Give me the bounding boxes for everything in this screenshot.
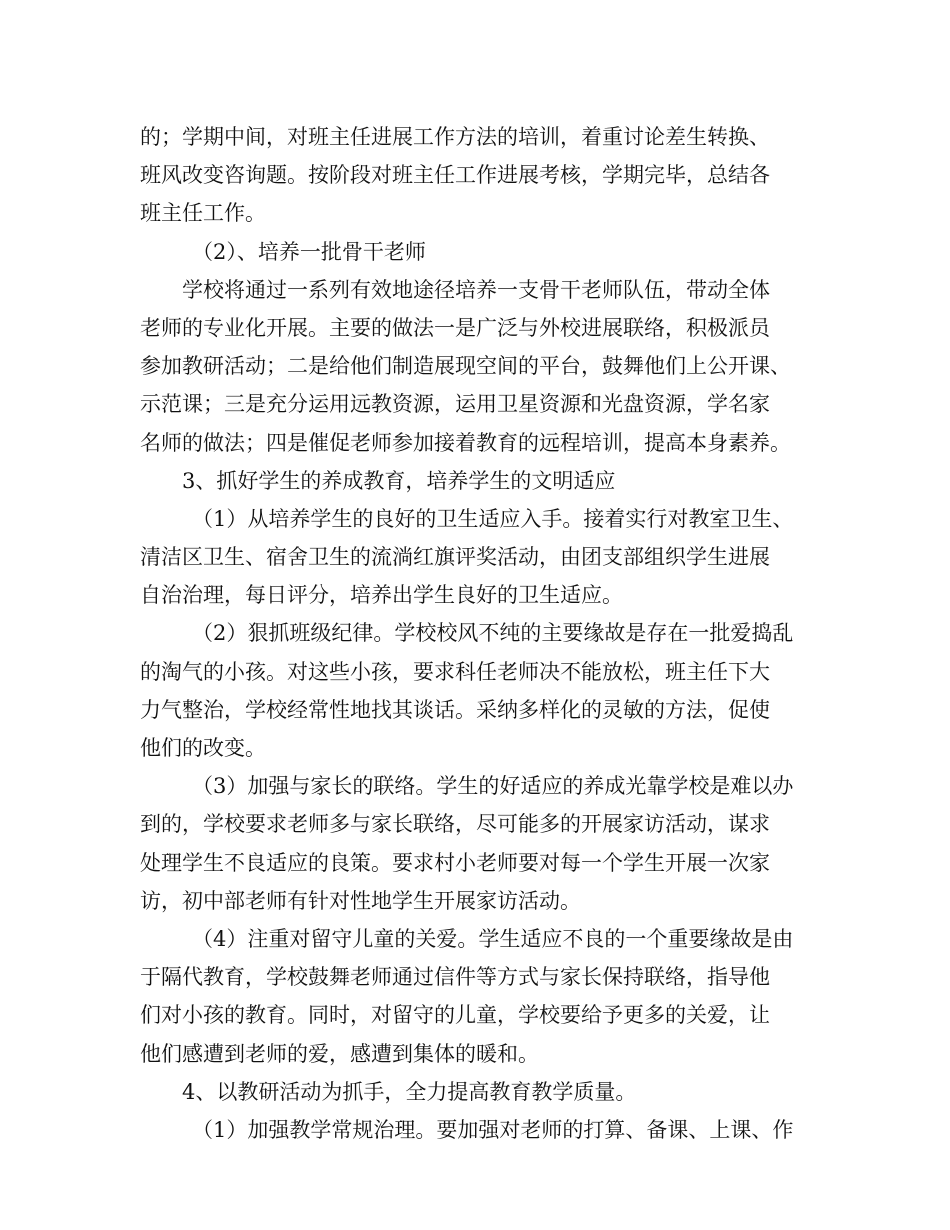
text-line: 名师的做法；四是催促老师参加接着教育的远程培训，提高本身素养。 bbox=[140, 430, 791, 455]
document-body bbox=[140, 118, 830, 1149]
paragraph-first-line: （1）从培养学生的良好的卫生适应入手。接着实行对教室卫生、 bbox=[192, 506, 794, 531]
paragraph-first-line: （2）狠抓班级纪律。学校校风不纯的主要缘故是存在一批爱捣乱 bbox=[192, 621, 794, 646]
text-line: 老师的专业化开展。主要的做法一是广泛与外校进展联络，积极派员 bbox=[140, 315, 770, 340]
paragraph-first-line: （1）加强教学常规治理。要加强对老师的打算、备课、上课、作 bbox=[192, 1117, 794, 1142]
text-line: 参加教研活动；二是给他们制造展现空间的平台，鼓舞他们上公开课、 bbox=[140, 354, 791, 379]
paragraph-first-line: （3）加强与家长的联络。学生的好适应的养成光靠学校是难以办 bbox=[192, 774, 794, 799]
text-line: 自治治理，每日评分，培养出学生良好的卫生适应。 bbox=[140, 583, 623, 608]
text-line: 的；学期中间，对班主任进展工作方法的培训，着重讨论差生转换、 bbox=[140, 125, 770, 149]
paragraph-first-line: （4）注重对留守儿童的关爱。学生适应不良的一个重要缘故是由 bbox=[192, 926, 794, 951]
text-line: 访，初中部老师有针对性地学生开展家访活动。 bbox=[140, 888, 581, 913]
text-line: 处理学生不良适应的良策。要求村小老师要对每一个学生开展一次家 bbox=[140, 850, 770, 875]
text-line: 他们的改变。 bbox=[140, 736, 266, 760]
section-heading: 3、抓好学生的养成教育，培养学生的文明适应 bbox=[182, 468, 616, 493]
text-line: 于隔代教育，学校鼓舞老师通过信件等方式与家长保持联络，指导他 bbox=[140, 965, 770, 990]
text-line: 们对小孩的教育。同时，对留守的儿童，学校要给予更多的关爱，让 bbox=[140, 1003, 770, 1028]
section-heading: （2）、培养一批骨干老师 bbox=[192, 239, 426, 264]
section-heading: 4、以教研活动为抓手，全力提高教育教学质量。 bbox=[182, 1079, 637, 1104]
text-line: 示范课；三是充分运用远教资源，运用卫星资源和光盘资源，学名家 bbox=[140, 392, 770, 417]
text-line: 班主任工作。 bbox=[140, 201, 266, 226]
paragraph-first-line: 学校将通过一系列有效地途径培养一支骨干老师队伍，带动全体 bbox=[182, 277, 770, 302]
text-line: 的淘气的小孩。对这些小孩，要求科任老师决不能放松，班主任下大 bbox=[140, 659, 770, 684]
text-line: 班风改变咨询题。按阶段对班主任工作进展考核，学期完毕，总结各 bbox=[140, 163, 770, 188]
text-line: 到的，学校要求老师多与家长联络，尽可能多的开展家访活动，谋求 bbox=[140, 812, 770, 837]
text-line: 他们感遭到老师的爱，感遭到集体的暖和。 bbox=[140, 1041, 539, 1066]
text-line: 力气整治，学校经常性地找其谈话。采纳多样化的灵敏的方法，促使 bbox=[140, 697, 770, 722]
text-line: 清洁区卫生、宿舍卫生的流淌红旗评奖活动，由团支部组织学生进展 bbox=[140, 545, 770, 570]
